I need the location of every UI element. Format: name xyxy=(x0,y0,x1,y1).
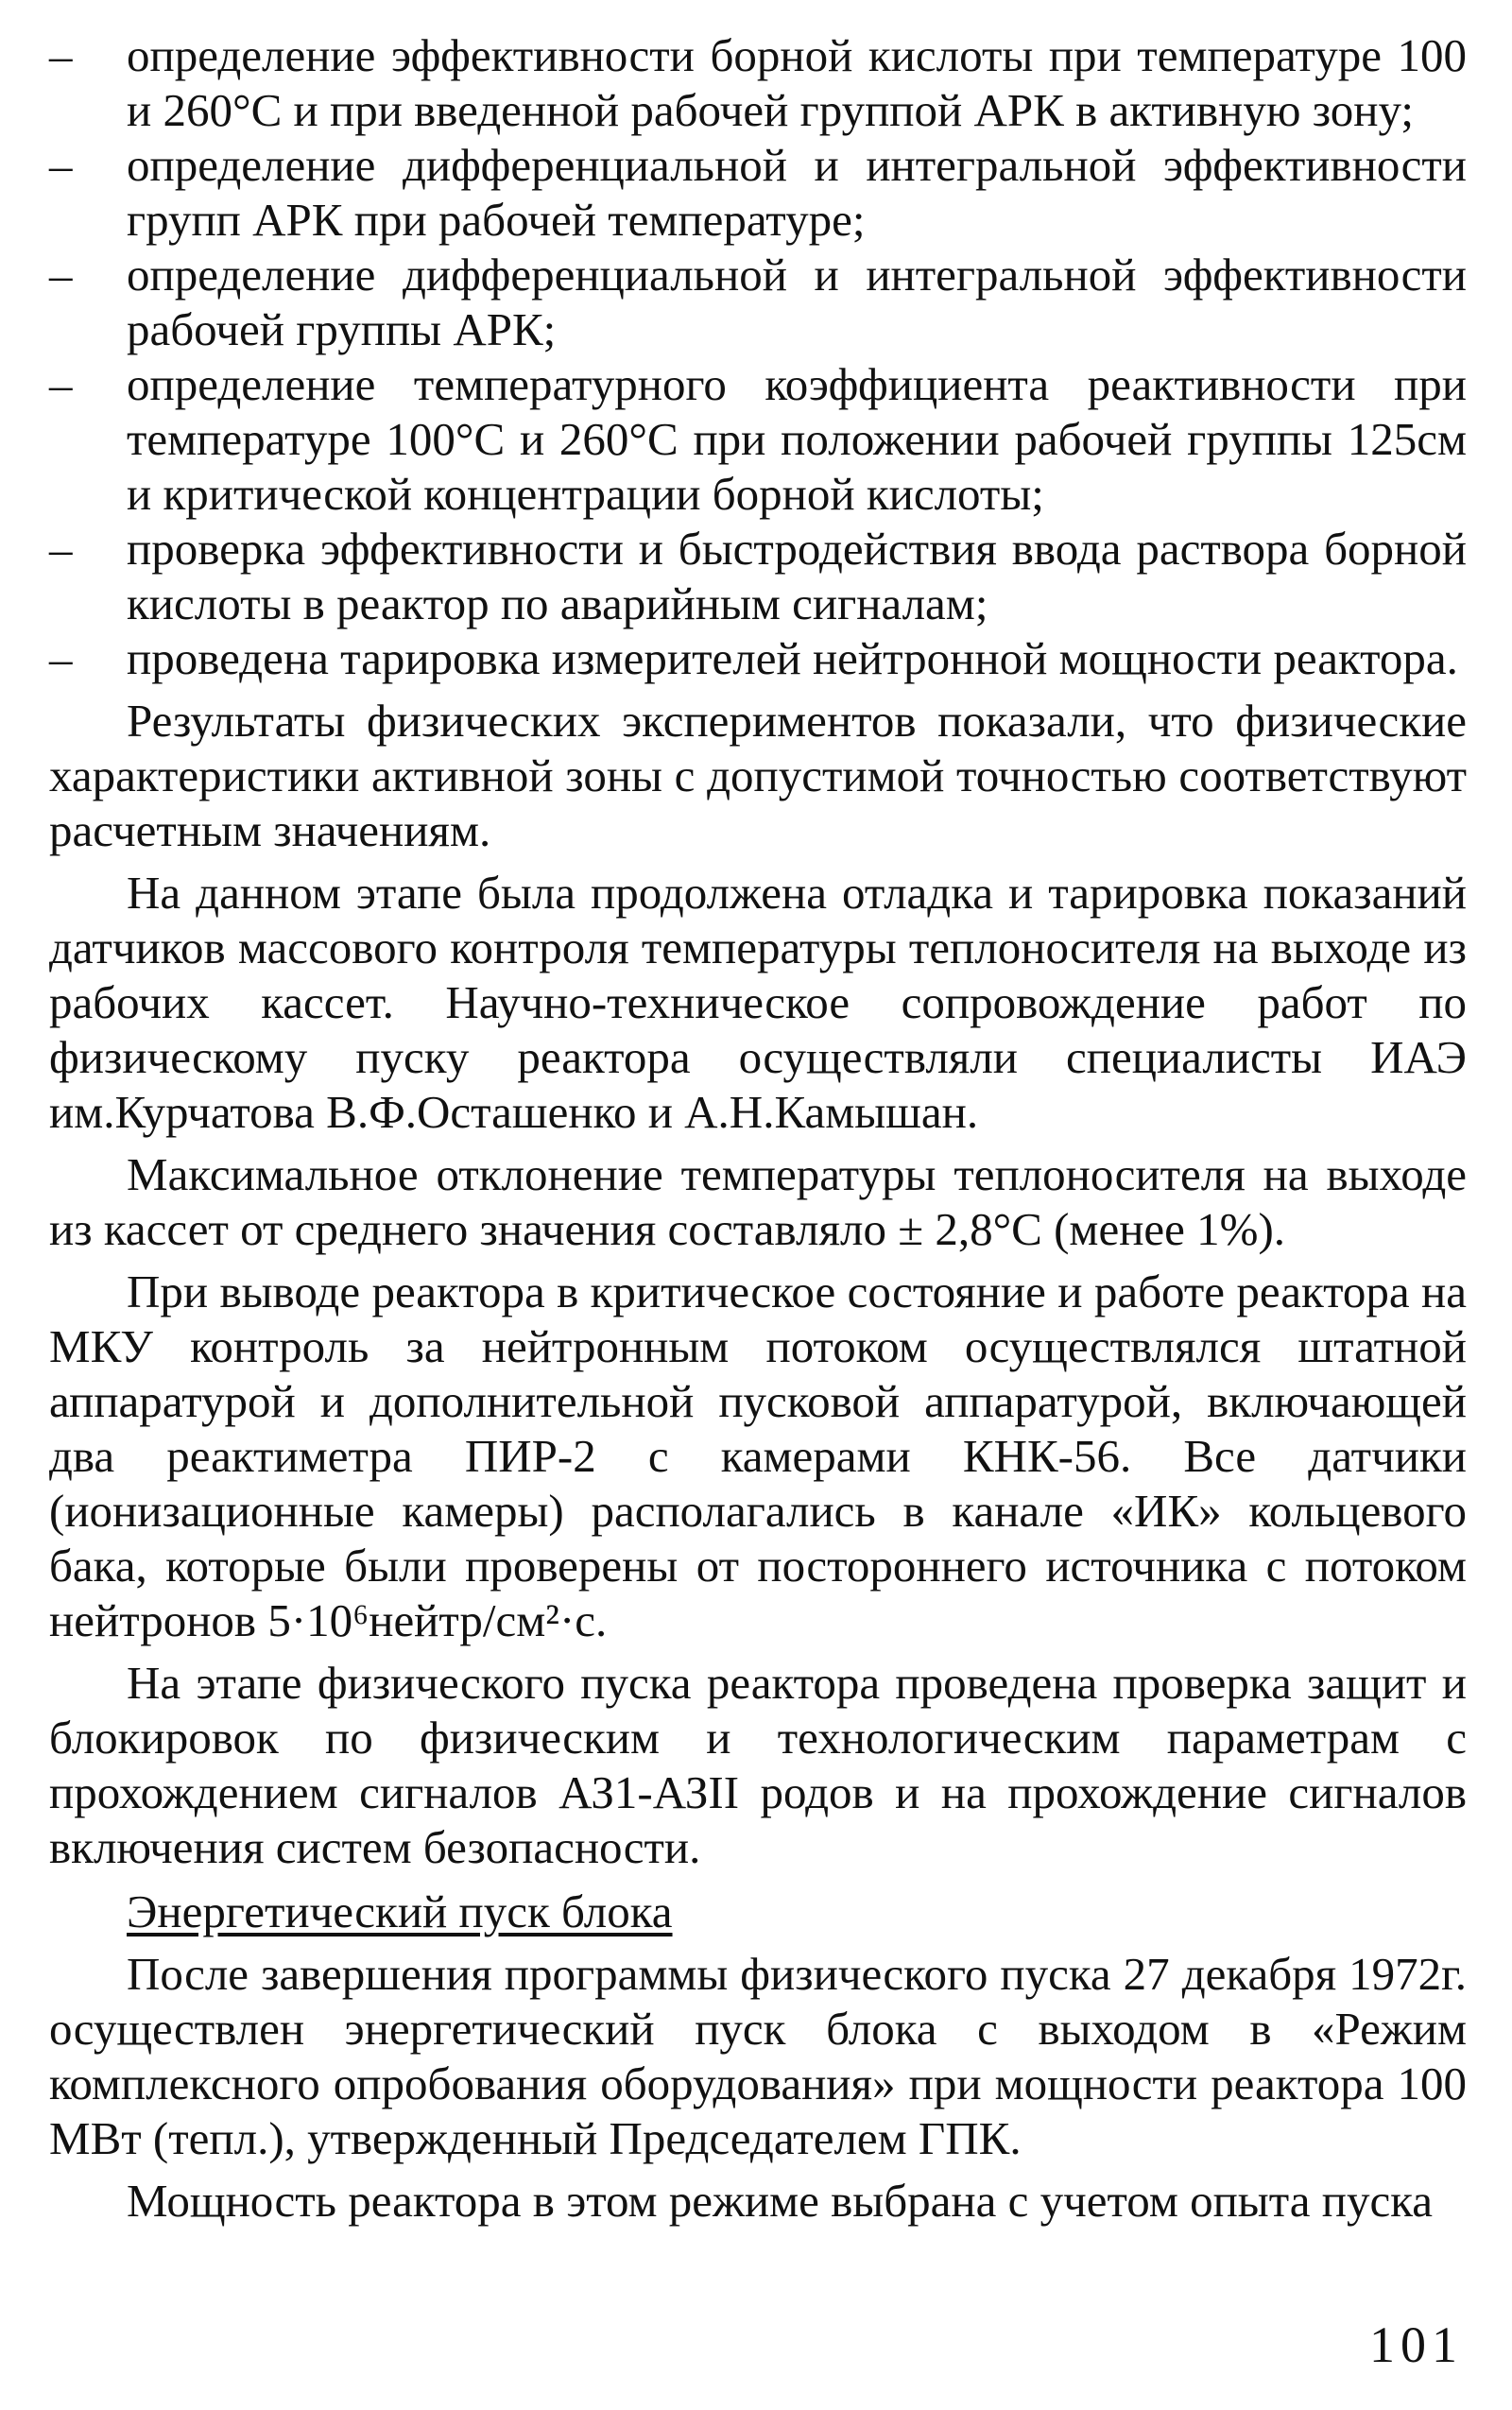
paragraph: Результаты физических экспериментов показали, что физические характеристики активной зоны с допустимой точностью соответствуют расчетным значениям. xyxy=(49,695,1467,856)
paragraph: Максимальное отклонение температуры теплоносителя на выходе из кассет от среднего значения составляло ± 2,8°С (менее 1%). xyxy=(49,1148,1467,1255)
dash-marker: – xyxy=(49,523,73,575)
list-item xyxy=(49,28,1467,138)
dash-marker: – xyxy=(49,249,73,301)
bullet-list xyxy=(49,28,1467,686)
dash-marker: – xyxy=(49,358,73,410)
list-item xyxy=(49,248,1467,357)
list-item xyxy=(49,138,1467,248)
list-item-text: определение дифференциальной и интегральной эффективности рабочей группы АРК; xyxy=(127,249,1467,355)
paragraph: На этапе физического пуска реактора проведена проверка защит и блокировок по физическим и технологическим параметрам с прохождением сигналов АЗ1-АЗII родов и на прохождение сигналов включения систем безопасности. xyxy=(49,1657,1467,1873)
dash-marker: – xyxy=(49,139,73,191)
paragraph: При выводе реактора в критическое состояние и работе реактора на МКУ контроль за нейтронным потоком осуществлялся штатной аппаратурой и дополнительной пусковой аппаратурой, включающей два реактиметра ПИР-2 с камерами КНК-56. Все датчики (ионизационные камеры) располагались в канале «ИК» кольцевого бака, которые были проверены от постороннего источника с потоком нейтронов 5·10⁶нейтр/см²·с. xyxy=(49,1265,1467,1646)
list-item xyxy=(49,522,1467,631)
list-item xyxy=(49,631,1467,686)
paragraph: После завершения программы физического пуска 27 декабря 1972г. осуществлен энергетический пуск блока с выходом в «Режим комплексного опробования оборудования» при мощности реактора 100 МВт (тепл.), утвержденный Председателем ГПК. xyxy=(49,1948,1467,2164)
paragraph: На данном этапе была продолжена отладка и тарировка показаний датчиков массового контроля температуры теплоносителя на выходе из рабочих кассет. Научно-техническое сопровождение работ по физическому пуску реактора осуществляли специалисты ИАЭ им.Курчатова В.Ф.Осташенко и А.Н.Камышан. xyxy=(49,867,1467,1138)
section-heading: Энергетический пуск блока xyxy=(127,1885,673,1937)
list-item-text: проведена тарировка измерителей нейтронной мощности реактора. xyxy=(127,632,1458,684)
list-item-text: определение температурного коэффициента реактивности при температуре 100°С и 260°С при положении рабочей группы 125см и критической концентрации борной кислоты; xyxy=(127,358,1467,520)
dash-marker: – xyxy=(49,632,73,684)
list-item-text: проверка эффективности и быстродействия ввода раствора борной кислоты в реактор по аварийным сигналам; xyxy=(127,523,1467,629)
page-body xyxy=(49,28,1467,2229)
paragraph: Мощность реактора в этом режиме выбрана с учетом опыта пуска xyxy=(127,2175,1434,2227)
list-item-text: определение эффективности борной кислоты при температуре 100 и 260°С и при введенной рабочей группой АРК в активную зону; xyxy=(127,29,1467,136)
list-item-text: определение дифференциальной и интегральной эффективности групп АРК при рабочей температуре; xyxy=(127,139,1467,246)
dash-marker: – xyxy=(49,29,73,81)
page-number: 101 xyxy=(1369,2316,1463,2373)
list-item xyxy=(49,357,1467,522)
